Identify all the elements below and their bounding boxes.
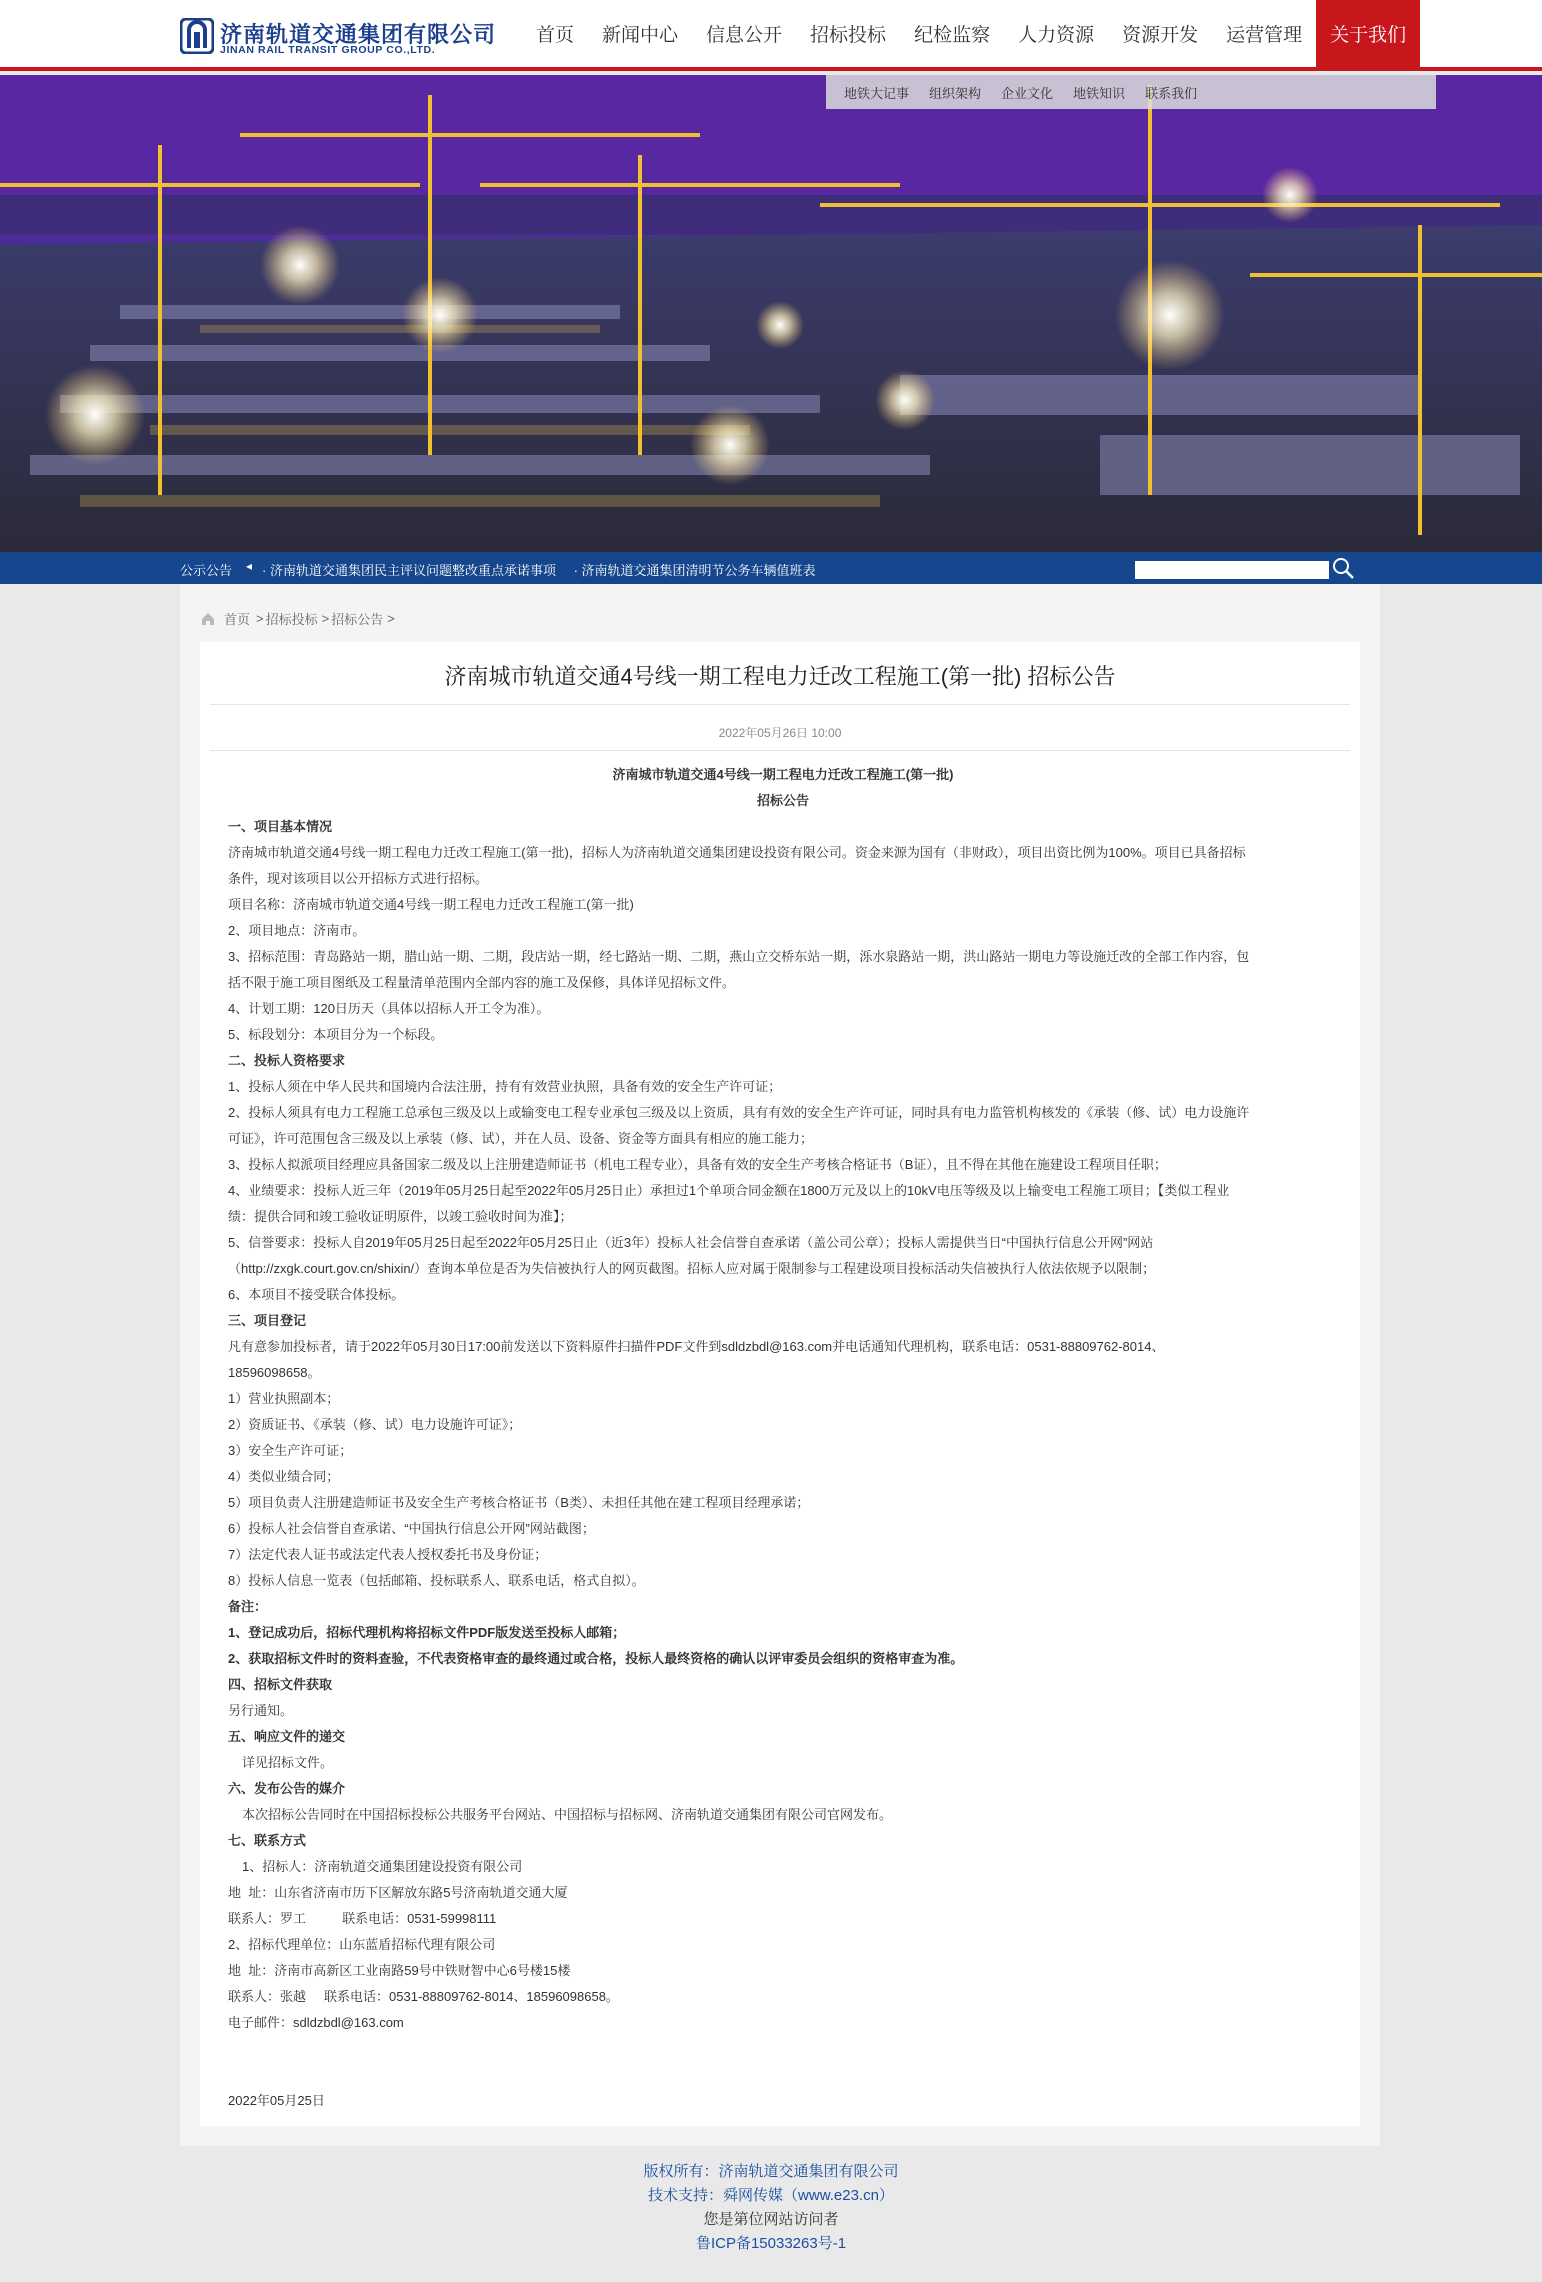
contact-line: 联系人：罗工 联系电话：0531-59998111 <box>228 1911 497 1926</box>
footer-copyright: 版权所有：济南轨道交通集团有限公司 <box>643 2163 899 2180</box>
section-heading: 四、招标文件获取 <box>228 1677 333 1692</box>
nav-item-bidding[interactable]: 招标投标 <box>810 25 887 46</box>
subnav-item-knowledge[interactable]: 地铁知识 <box>1073 85 1126 101</box>
breadcrumb-bidding[interactable]: 招标投标 <box>265 612 318 627</box>
footer-visitor-count: 您是第位网站访问者 <box>703 2211 839 2228</box>
breadcrumb-separator: > <box>321 611 330 626</box>
contact-line: 2、招标代理单位：山东蓝盾招标代理有限公司 <box>228 1937 496 1952</box>
notice-arrow-icon[interactable]: ◂ <box>246 559 253 573</box>
doc-subheading: 招标公告 <box>756 793 809 808</box>
divider <box>210 750 1350 751</box>
search-input[interactable] <box>1135 561 1329 579</box>
paragraph: 条件，现对该项目以公开招标方式进行招标。 <box>228 871 489 886</box>
section-heading: 七、联系方式 <box>228 1833 307 1848</box>
notice-ticker <box>262 560 830 579</box>
spacer <box>228 2036 1338 2088</box>
paragraph: 详见招标文件。 <box>242 1755 334 1770</box>
paragraph: 4、业绩要求：投标人近三年（2019年05月25日起至2022年05月25日止）承担过1个单项合同金额在1800万元及以上的10kV电压等级及以上输变电工程施工项目；【类似工程业 <box>228 1183 1230 1198</box>
logo-chinese-name: 济南轨道交通集团有限公司 <box>220 22 497 47</box>
note-item: 1、登记成功后，招标代理机构将招标文件PDF版发送至投标人邮箱； <box>228 1625 626 1640</box>
list-item: 5）项目负责人注册建造师证书及安全生产考核合格证书（B类）、未担任其他在建工程项目经理承诺； <box>228 1495 810 1510</box>
paragraph: 1、投标人须在中华人民共和国境内合法注册，持有有效营业执照，具备有效的安全生产许可证； <box>228 1079 782 1094</box>
section-heading: 二、投标人资格要求 <box>228 1053 346 1068</box>
breadcrumb <box>200 609 395 628</box>
subnav-item-events[interactable]: 地铁大记事 <box>844 85 910 101</box>
hero-banner <box>0 75 1542 552</box>
main-nav <box>522 0 1420 71</box>
divider <box>210 704 1350 705</box>
article-date: 2022年05月26日 10:00 <box>718 726 842 740</box>
nav-item-discipline[interactable]: 纪检监察 <box>914 25 991 46</box>
nav-item-about[interactable]: 关于我们 <box>1316 0 1420 71</box>
logo-english-name: JINAN RAIL TRANSIT GROUP CO.,LTD. <box>220 44 436 56</box>
article <box>200 642 1360 2126</box>
paragraph: 2、投标人须具有电力工程施工总承包三级及以上或输变电工程专业承包三级及以上资质，具有有效的安全生产许可证，同时具有电力监管机构核发的《承装（修、试）电力设施许 <box>228 1105 1250 1120</box>
paragraph: 18596098658。 <box>228 1365 321 1380</box>
breadcrumb-separator: > <box>387 611 395 626</box>
paragraph: 绩：提供合同和竣工验收证明原件，以竣工验收时间为准】； <box>228 1209 573 1224</box>
breadcrumb-separator: > <box>256 611 264 626</box>
subnav-item-structure[interactable]: 组织架构 <box>929 85 982 101</box>
paragraph: 2、项目地点：济南市。 <box>228 923 366 938</box>
home-icon <box>200 611 216 627</box>
construction-site-illustration <box>0 75 1542 552</box>
rail-logo-icon <box>180 18 214 54</box>
list-item: 2）资质证书、《承装（修、试）电力设施许可证》； <box>228 1417 522 1432</box>
contact-line: 电子邮件：sdldzbdl@163.com <box>228 2015 404 2030</box>
footer-tech-support[interactable]: 技术支持：舜网传媒（www.e23.cn） <box>648 2187 894 2204</box>
paragraph: 另行通知。 <box>228 1703 294 1718</box>
contact-line: 地 址：济南市高新区工业南路59号中铁财智中心6号楼15楼 <box>228 1963 571 1978</box>
paragraph: 济南城市轨道交通4号线一期工程电力迁改工程施工(第一批)，招标人为济南轨道交通集团建设投资有限公司。资金来源为国有（非财政），项目出资比例为100%。项目已具备招标 <box>228 845 1246 860</box>
section-heading: 六、发布公告的媒介 <box>228 1781 346 1796</box>
nav-item-home[interactable]: 首页 <box>536 25 575 46</box>
breadcrumb-home[interactable]: 首页 <box>224 612 251 627</box>
paragraph: 5、信誉要求：投标人自2019年05月25日起至2022年05月25日止（近3年）投标人社会信誉自查承诺（盖公司公章）；投标人需提供当日“中国执行信息公开网”网站 <box>228 1235 1154 1250</box>
nav-item-news[interactable]: 新闻中心 <box>602 25 679 46</box>
subnav-item-culture[interactable]: 企业文化 <box>1001 85 1054 101</box>
paragraph: 5、标段划分：本项目分为一个标段。 <box>228 1027 444 1042</box>
list-item: 4）类似业绩合同； <box>228 1469 340 1484</box>
notice-bar <box>0 552 1542 584</box>
paragraph: 6、本项目不接受联合体投标。 <box>228 1287 405 1302</box>
nav-item-operations[interactable]: 运营管理 <box>1226 25 1303 46</box>
paragraph: 3、招标范围：青岛路站一期，腊山站一期、二期，段店站一期，经七路站一期、二期，燕山立交桥东站一期，泺水泉路站一期，洪山路站一期电力等设施迁改的全部工作内容，包 <box>228 949 1250 964</box>
site-header <box>0 0 1542 71</box>
contact-line: 1、招标人：济南轨道交通集团建设投资有限公司 <box>242 1859 523 1874</box>
section-heading: 一、项目基本情况 <box>228 819 333 834</box>
paragraph: 凡有意参加投标者，请于2022年05月30日17:00前发送以下资料原件扫描件PDF文件到sdldzbdl@163.com并电话通知代理机构，联系电话：0531-88809762-8014、 <box>228 1339 1165 1354</box>
doc-heading: 济南城市轨道交通4号线一期工程电力迁改工程施工(第一批) <box>612 767 954 782</box>
footer-icp-link[interactable]: 鲁ICP备15033263号-1 <box>695 2235 847 2252</box>
notice-item[interactable]: · 济南轨道交通集团清明节公务车辆值班表 <box>573 563 816 578</box>
note-item: 2、获取招标文件时的资料查验，不代表资格审查的最终通过或合格，投标人最终资格的确认以评审委员会组织的资格审查为准。 <box>228 1651 964 1666</box>
list-item: 6）投标人社会信誉自查承诺、“中国执行信息公开网”网站截图； <box>228 1521 595 1536</box>
site-logo[interactable] <box>180 18 500 56</box>
nav-item-resources[interactable]: 资源开发 <box>1122 25 1199 46</box>
list-item: 7）法定代表人证书或法定代表人授权委托书及身份证； <box>228 1547 548 1562</box>
breadcrumb-notices[interactable]: 招标公告 <box>331 612 384 627</box>
paragraph: 本次招标公告同时在中国招标投标公共服务平台网站、中国招标与招标网、济南轨道交通集团有限公司官网发布。 <box>242 1807 893 1822</box>
article-body <box>228 762 1338 2114</box>
search-icon[interactable] <box>1330 555 1356 581</box>
nav-item-info[interactable]: 信息公开 <box>706 25 783 46</box>
section-heading: 五、响应文件的递交 <box>228 1729 346 1744</box>
paragraph: 可证》，许可范围包含三级及以上承装（修、试），并在人员、设备、资金等方面具有相应的施工能力； <box>228 1131 814 1146</box>
list-item: 3）安全生产许可证； <box>228 1443 353 1458</box>
subnav-item-contact[interactable]: 联系我们 <box>1145 85 1198 101</box>
paragraph: （http://zxgk.court.gov.cn/shixin/）查询本单位是否为失信被执行人的网页截图。招标人应对属于限制参与工程建设项目投标活动失信被执行人依法依规予以限制； <box>228 1261 1156 1276</box>
signature-date: 2022年05月25日 <box>228 2093 325 2108</box>
paragraph: 项目名称：济南城市轨道交通4号线一期工程电力迁改工程施工(第一批) <box>228 897 634 912</box>
paragraph: 3、投标人拟派项目经理应具备国家二级及以上注册建造师证书（机电工程专业），具备有效的安全生产考核合格证书（B证），且不得在其他在施建设工程项目任职； <box>228 1157 1167 1172</box>
contact-line: 地 址：山东省济南市历下区解放东路5号济南轨道交通大厦 <box>228 1885 568 1900</box>
list-item: 1）营业执照副本； <box>228 1391 340 1406</box>
note-heading: 备注： <box>228 1599 268 1614</box>
contact-line: 联系人：张越 联系电话：0531-88809762-8014、18596098658。 <box>228 1989 619 2004</box>
paragraph: 括不限于施工项目图纸及工程量清单范围内全部内容的施工及保修，具体详见招标文件。 <box>228 975 736 990</box>
notice-label: 公示公告 <box>180 563 233 578</box>
content-area <box>180 584 1380 2146</box>
site-footer <box>0 2160 1542 2256</box>
notice-item[interactable]: · 济南轨道交通集团民主评议问题整改重点承诺事项 <box>262 563 556 578</box>
section-heading: 三、项目登记 <box>228 1313 307 1328</box>
list-item: 8）投标人信息一览表（包括邮箱、投标联系人、联系电话，格式自拟）。 <box>228 1573 645 1588</box>
article-title: 济南城市轨道交通4号线一期工程电力迁改工程施工(第一批) 招标公告 <box>444 664 1116 689</box>
paragraph: 4、计划工期：120日历天（具体以招标人开工令为准）。 <box>228 1001 550 1016</box>
sub-nav <box>826 75 1436 109</box>
nav-item-hr[interactable]: 人力资源 <box>1018 25 1095 46</box>
